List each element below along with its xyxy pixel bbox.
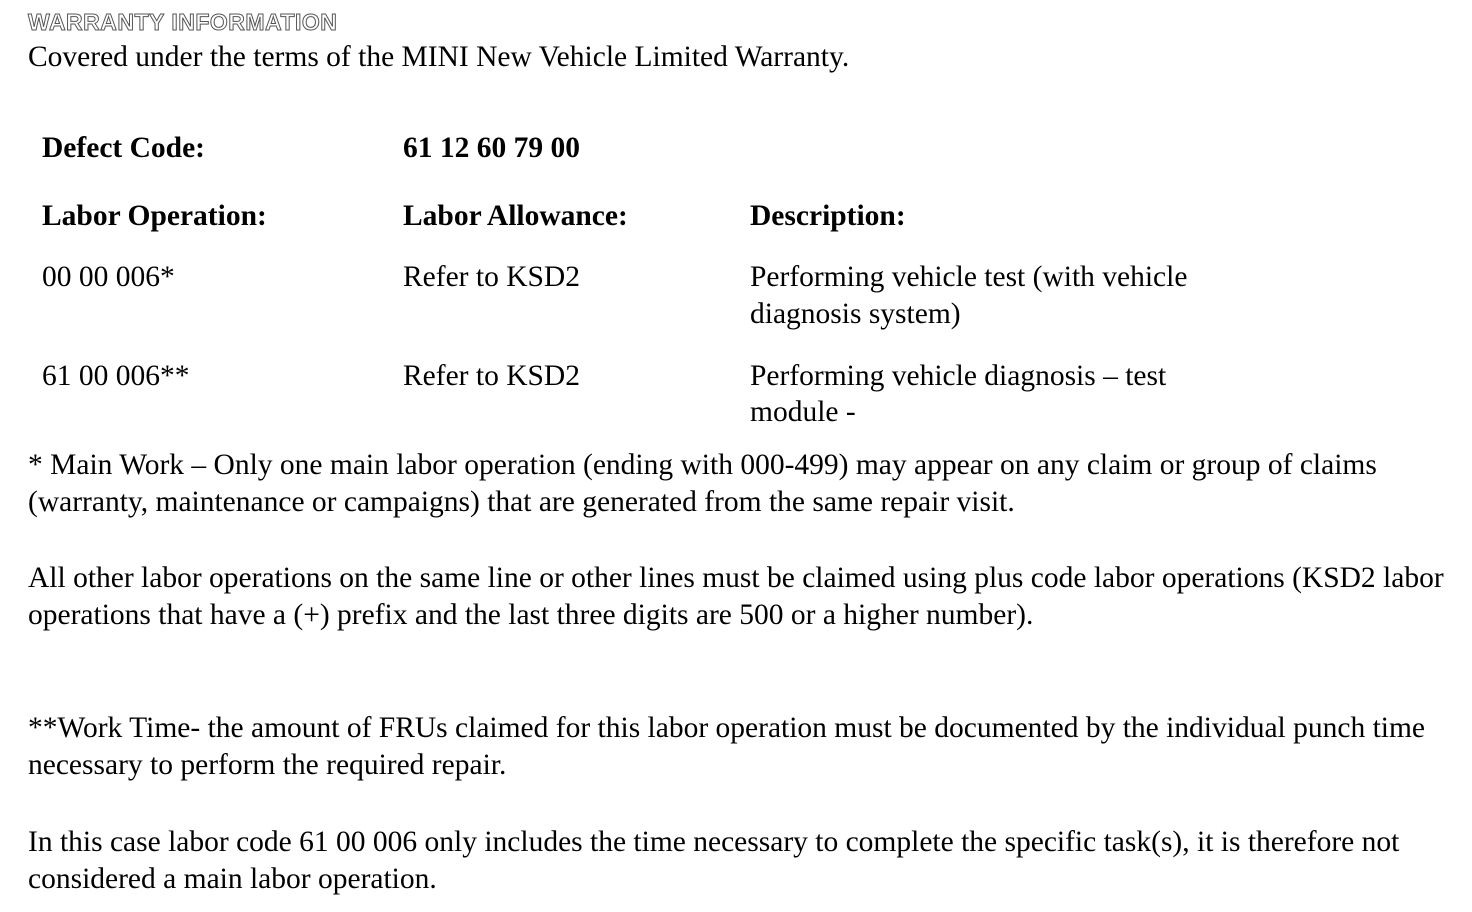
- description-cell-line1: Performing vehicle diagnosis – test: [750, 360, 1167, 392]
- labor-allowance-cell: Refer to KSD2: [403, 360, 580, 392]
- labor-code-case-note: In this case labor code 61 00 006 only includes the time necessary to complete the specific task(s), it is therefore not considered a main labor operation.: [28, 826, 1400, 895]
- description-cell-line1: Performing vehicle test (with vehicle: [750, 261, 1188, 293]
- description-header: Description:: [750, 200, 906, 232]
- description-cell-line2: module -: [750, 396, 856, 428]
- labor-allowance-cell: Refer to KSD2: [403, 261, 580, 293]
- work-time-note: **Work Time- the amount of FRUs claimed for this labor operation must be documented by the individual punch time necessary to perform the required repair.: [28, 712, 1426, 781]
- description-cell-line2: diagnosis system): [750, 298, 961, 330]
- warranty-intro: Covered under the terms of the MINI New Vehicle Limited Warranty.: [28, 41, 850, 73]
- labor-operation-cell: 61 00 006**: [42, 360, 190, 392]
- defect-code-value: 61 12 60 79 00: [403, 132, 580, 164]
- labor-allowance-header: Labor Allowance:: [403, 200, 628, 232]
- main-work-note: * Main Work – Only one main labor operation (ending with 000-499) may appear on any claim or group of claims (warranty, maintenance or campaigns) that are generated from the same repair visit.: [28, 449, 1377, 518]
- other-operations-note: All other labor operations on the same line or other lines must be claimed using plus code labor operations (KSD2 labor operations that have a (+) prefix and the last three digits are 500 or a higher number).: [28, 562, 1444, 631]
- defect-code-label: Defect Code:: [42, 132, 205, 164]
- labor-operation-cell: 00 00 006*: [42, 261, 175, 293]
- labor-operation-header: Labor Operation:: [42, 200, 267, 232]
- warranty-heading: WARRANTY INFORMATION: [28, 9, 338, 35]
